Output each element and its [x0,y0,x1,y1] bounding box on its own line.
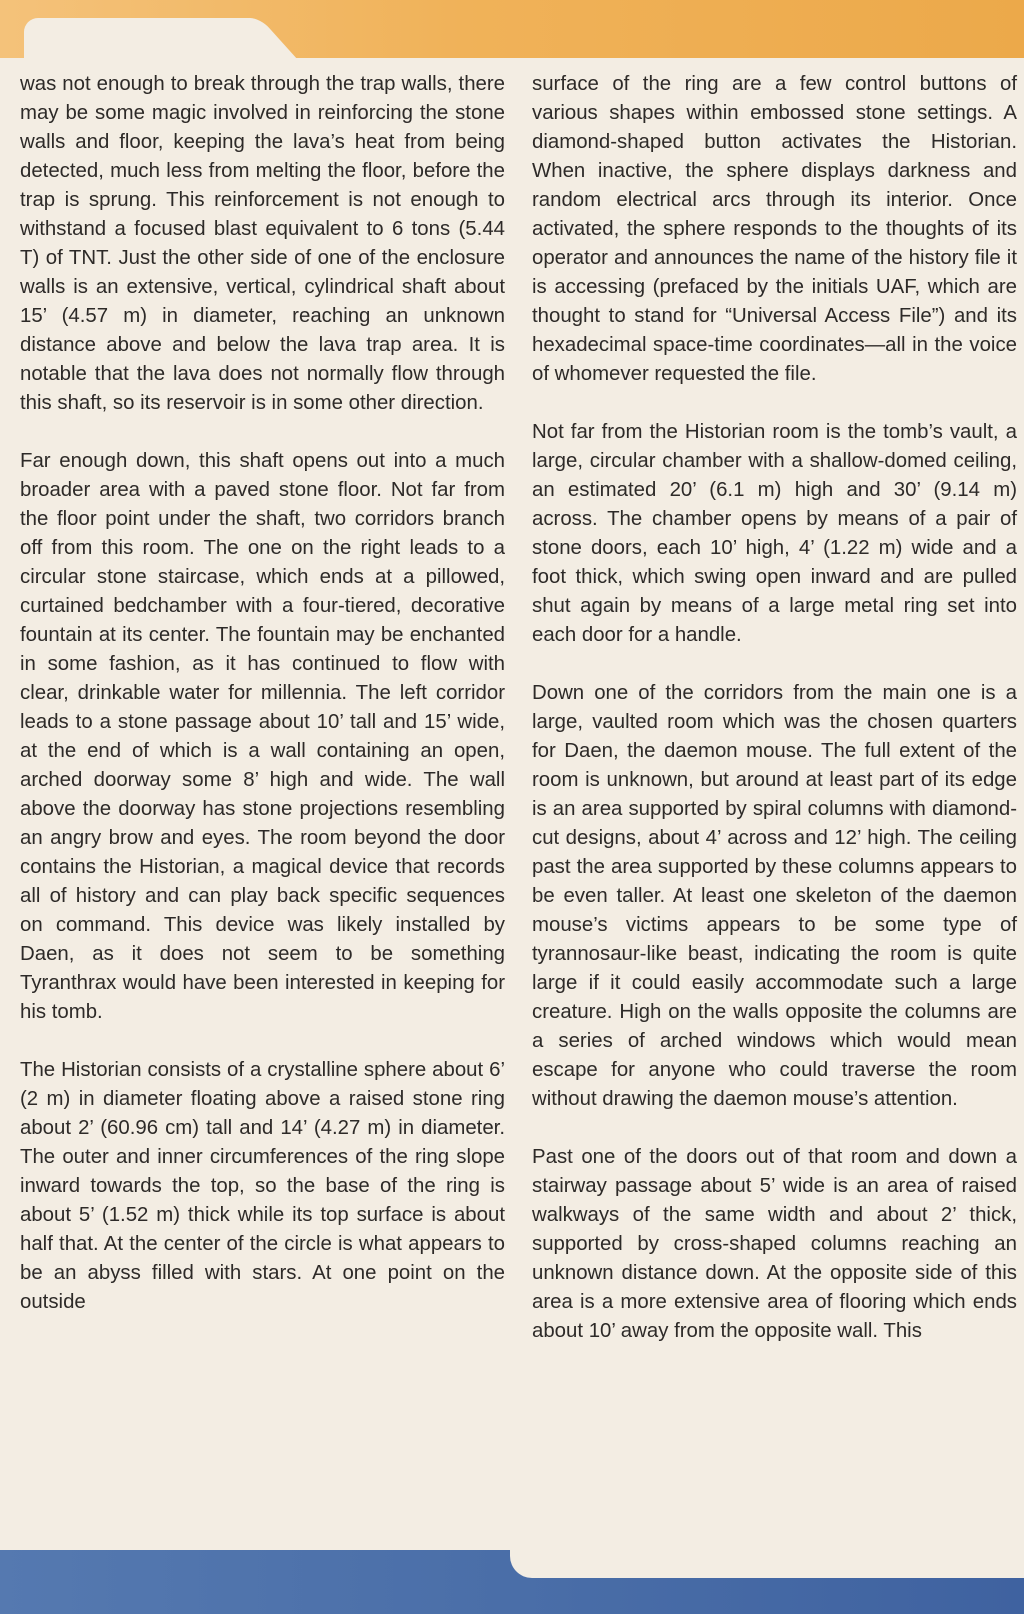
bottom-page-tab [510,1550,1024,1578]
paragraph: Past one of the doors out of that room and down a stairway passage about 5’ wide is an area of raised walkways of the same width and about 2’ thick, supported by cross-shaped columns reaching an unknown distance down. At the opposite side of this area is a more extensive area of flooring which ends about 10’ away from the opposite wall. This [532,1146,1017,1342]
paragraph: Down one of the corridors from the main one is a large, vaulted room which was the chosen quarters for Daen, the daemon mouse. The full extent of the room is unknown, but around at least part of its edge is an area supported by spiral columns with diamond-cut designs, about 4’ across and 12’ high. The ceiling past the area supported by these columns appears to be even taller. At least one skeleton of the daemon mouse’s victims appears to be some type of tyrannosaur-like beast, indicating the room is quite large if it could easily accommodate such a large creature. High on the walls opposite the columns are a series of arched windows which would mean escape for anyone who could traverse the room without drawing the daemon mouse’s attention. [532,682,1017,1110]
paragraph: surface of the ring are a few control buttons of various shapes within embossed stone settings. A diamond-shaped button activates the Historian. When inactive, the sphere displays darkness and random electrical arcs through its interior. Once activated, the sphere responds to the thoughts of its operator and announces the name of the history file it is accessing (prefaced by the initials UAF, which are thought to stand for “Universal Access File”) and its hexadecimal space-time coordinates—all in the voice of whomever requested the file. [532,73,1017,385]
top-page-tab [24,18,254,62]
paragraph: Far enough down, this shaft opens out into a much broader area with a paved stone floor. Not far from the floor point under the shaft, two corridors branch off from this room. The one on the right leads to a circular stone staircase, which ends at a pillowed, curtained bedchamber with a four-tiered, decorative fountain at its center. The fountain may be enchanted in some fashion, as it has continued to flow with clear, drinkable water for millennia. The left corridor leads to a stone passage about 10’ tall and 15’ wide, at the end of which is a wall containing an open, arched doorway some 8’ high and wide. The wall above the doorway has stone projections resembling an angry brow and eyes. The room beyond the door contains the Historian, a magical device that records all of history and can play back specific sequences on command. This device was likely installed by Daen, as it does not seem to be something Tyranthrax would have been interested in keeping for his tomb. [20,450,505,1023]
left-column [20,70,505,1346]
paragraph: Not far from the Historian room is the tomb’s vault, a large, circular chamber with a shallow-domed ceiling, an estimated 20’ (6.1 m) high and 30’ (9.14 m) across. The chamber opens by means of a pair of stone doors, each 10’ high, 4’ (1.22 m) wide and a foot thick, which swing open inward and are pulled shut again by means of a large metal ring set into each door for a handle. [532,421,1017,646]
paragraph: The Historian consists of a crystalline sphere about 6’ (2 m) in diameter floating above a raised stone ring about 2’ (60.96 cm) tall and 14’ (4.27 m) in diameter. The outer and inner circumferences of the ring slope inward towards the top, so the base of the ring is about 5’ (1.52 m) thick while its top surface is about half that. At the center of the circle is what appears to be an abyss filled with stars. At one point on the outside [20,1059,505,1313]
right-column [532,70,1017,1375]
paragraph: was not enough to break through the trap walls, there may be some magic involved in reinforcing the stone walls and floor, keeping the lava’s heat from being detected, much less from melting the floor, before the trap is sprung. This reinforcement is not enough to withstand a focused blast equivalent to 6 tons (5.44 T) of TNT. Just the other side of one of the enclosure walls is an extensive, vertical, cylindrical shaft about 15’ (4.57 m) in diameter, reaching an unknown distance above and below the lava trap area. It is notable that the lava does not normally flow through this shaft, so its reservoir is in some other direction. [20,73,505,414]
